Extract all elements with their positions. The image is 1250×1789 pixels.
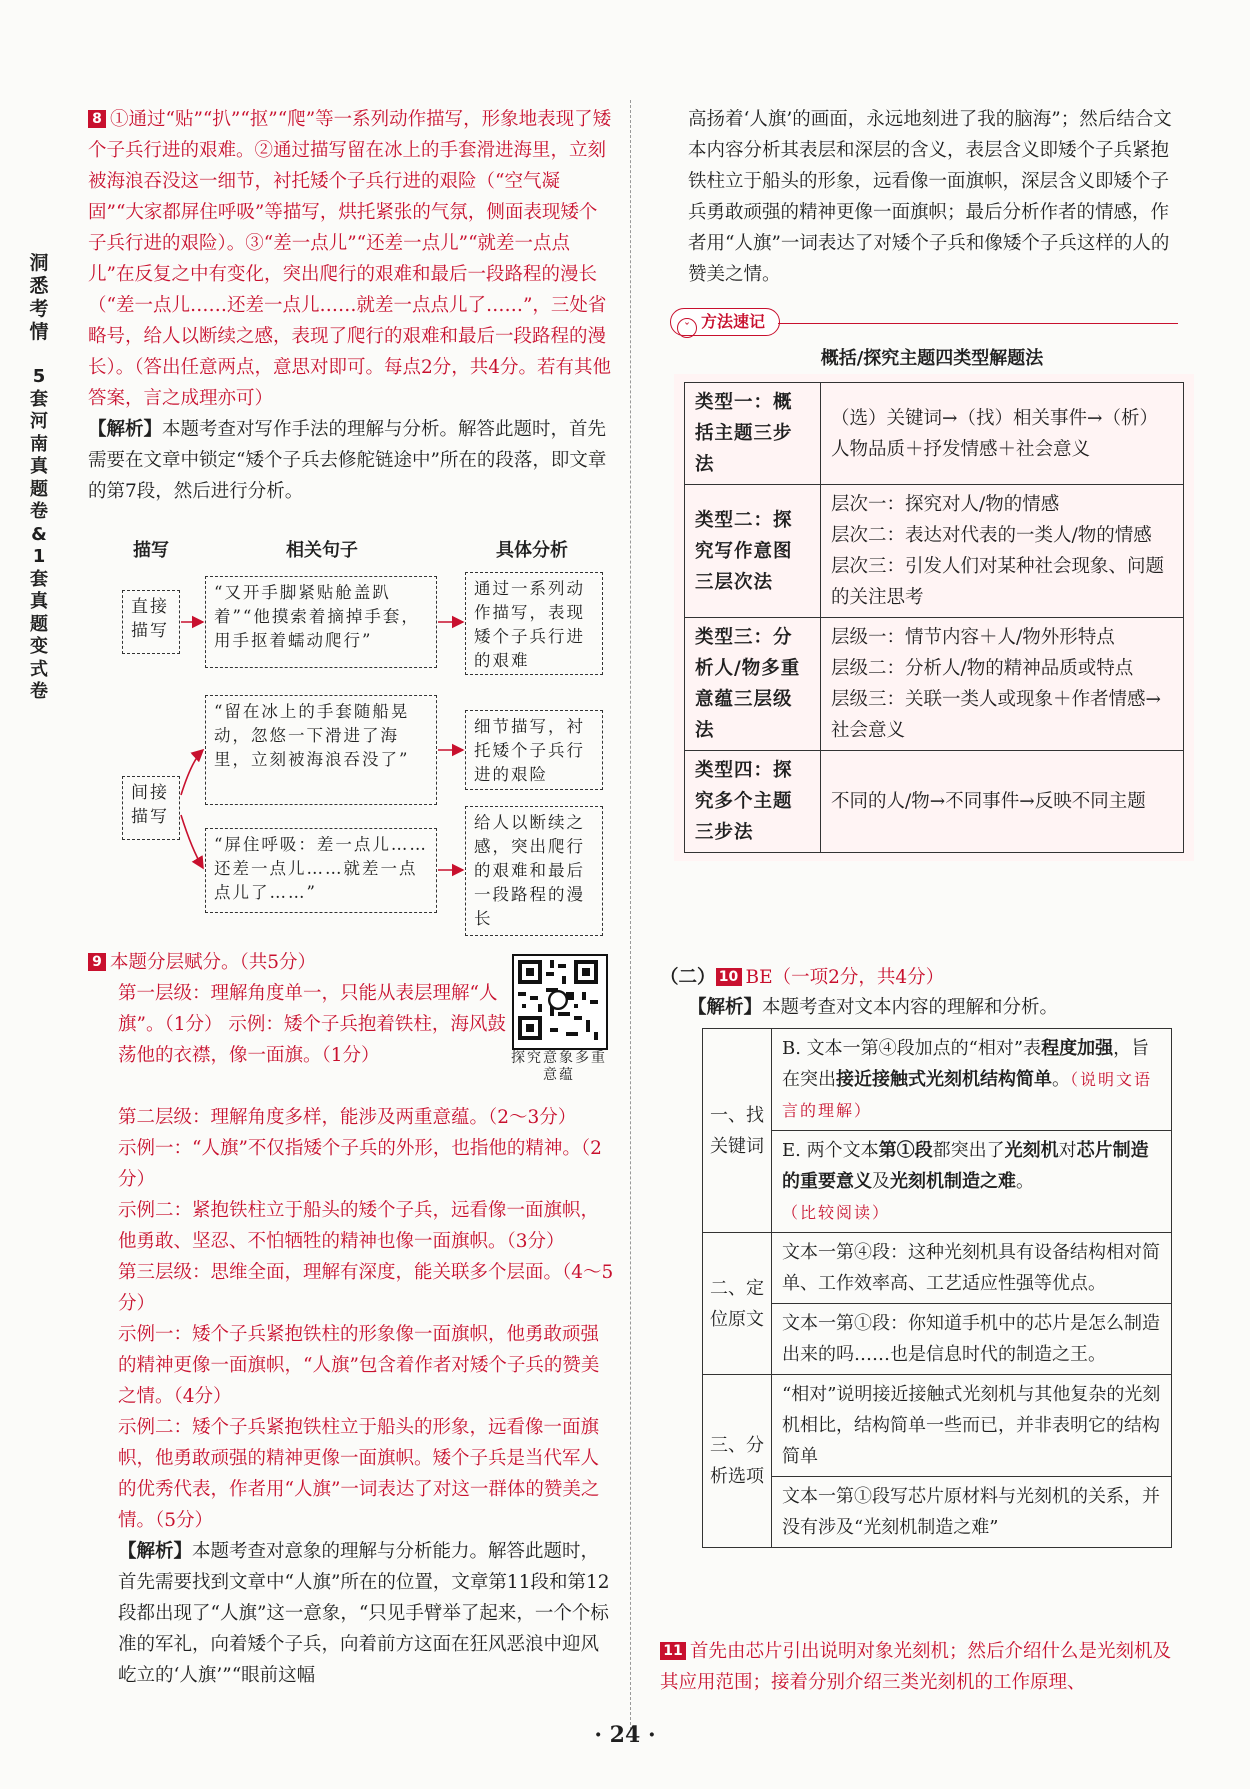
diagram-col3-header: 具体分析 [496,540,568,561]
q10-step2-label: 二、定位原文 [703,1233,772,1375]
sidebar-brand: 洞悉考情 [29,252,49,343]
option-e-mid1: 都突出了 [932,1140,1005,1161]
sentence-box-2: “留在冰上的手套随船晃动，忽悠一下滑进了海里，立刻被海浪吞没了” [205,695,437,805]
qr-pattern [514,956,602,1044]
q10-analysis [688,992,1188,1023]
option-e-mid3: 及 [872,1171,890,1192]
q9-analysis [118,1536,616,1691]
q10-locate-1: 文本一第④段：这种光刻机具有设备结构相对简单、工作效率高、工艺适应性强等优点。 [772,1233,1172,1304]
diagram-arrows [0,0,640,960]
option-e-end: 。 [1016,1171,1034,1192]
q10-analysis-text: 本题考查对文本内容的理解和分析。 [762,997,1059,1018]
q10-step3-label: 三、分析选项 [703,1375,772,1548]
q9-example2b-text: 示例二：紧抱铁柱立于船头的矮个子兵，远看像一面旗帜，他勇敢、坚忍、不怕牺牲的精神也像一面旗帜。（3分） [118,1200,600,1252]
q9-levels [118,1102,616,1691]
q10-table [702,1028,1172,1548]
q10-option-e [772,1131,1172,1233]
analysis-box-2: 细节描写，衬托矮个子兵行进的艰险 [465,710,603,790]
analysis-box-1: 通过一系列动作描写，表现矮个子兵行进的艰难 [465,572,603,675]
q10-step1-label: 一、找关键词 [703,1029,772,1233]
q9-level3-text: 第三层级：思维全面，理解有深度，能关联多个层面。（4～5分） [118,1262,614,1314]
option-e-bold3: 芯片制造的重要意义 [782,1140,1149,1192]
method-type-content: 层级一：情节内容＋人/物外形特点 层级二：分析人/物的精神品质或特点 层级三：关联一类人或现象＋作者情感→社会意义 [821,618,1184,751]
method-row [685,485,1184,618]
q11-number: 11 [660,1642,686,1660]
method-face-icon: ˇ [677,318,697,338]
q9-analysis-text: 本题考查对意象的理解与分析能力。解答此题时，首先需要找到文章中“人旗”所在的位置，文章第11段和第12段都出现了“人旗”这一意象，“只见手臂举了起来，一个个标准的军礼，向着矮个子兵，向着前方这面在狂风恶浪中迎风屹立的‘人旗’”“眼前这幅 [118,1541,610,1686]
method-type-label: 类型一：概括主题三步法 [685,383,821,485]
option-e-pre: E. 两个文本 [782,1140,879,1161]
q10-analysis-label: 【解析】 [688,997,763,1018]
direct-description-box: 直接描写 [122,590,180,654]
method-tag-rule [778,323,1178,324]
method-type-content: （选）关键词→（找）相关事件→（析）人物品质＋抒发情感＋社会意义 [821,383,1184,485]
option-b-mid: ，旨在突出 [782,1038,1150,1090]
q9-intro-text: 本题分层赋分。（共5分） [110,952,317,973]
q10-analyze-1: “相对”说明接近接触式光刻机与其他复杂的光刻机相比，结构简单一些而已，并非表明它的结构简单 [772,1375,1172,1477]
part2-heading: （二） [660,967,716,988]
method-row [685,751,1184,853]
q9-example2a-text: 示例一：“人旗”不仅指矮个子兵的外形，也指他的精神。（2分） [118,1138,602,1190]
method-table [684,382,1184,853]
method-tag [670,308,780,336]
arrow-indirect-to-sentence3 [181,815,203,868]
analysis-box-3: 给人以断续之感，突出爬行的艰难和最后一段路程的漫长 [465,806,603,936]
option-e-bold1: 第①段 [878,1140,933,1161]
sentence-box-3: “屏住呼吸：差一点儿……还差一点儿……就差一点点儿了……” [205,828,437,913]
option-b-note: （说明文语言的理解） [782,1070,1153,1120]
q10-analyze-2: 文本一第①段写芯片原材料与光刻机的关系，并没有涉及“光刻机制造之难” [772,1477,1172,1548]
method-type-content: 不同的人/物→不同事件→反映不同主题 [821,751,1184,853]
qr-code[interactable] [512,954,608,1050]
diagram-col2-header: 相关句子 [286,540,358,561]
method-type-label: 类型二：探究写作意图三层次法 [685,485,821,618]
option-b-bold2: 接近接触式光刻机结构简单 [836,1069,1052,1090]
q9-level2-text: 第二层级：理解角度多样，能涉及两重意蕴。（2～3分） [118,1107,577,1128]
q9-level1 [118,978,508,1071]
method-type-content: 层次一：探究对人/物的情感 层次二：表达对代表的一类人/物的情感 层次三：引发人们对某种社会现象、问题的关注思考 [821,485,1184,618]
qr-caption: 探究意象多重意蕴 [511,1050,607,1083]
q10-answer-text: BE（一项2分，共4分） [745,967,945,988]
method-type-label: 类型四：探究多个主题三步法 [685,751,821,853]
page-number: · 24 · [594,1722,656,1748]
q8-analysis-label: 【解析】 [88,419,163,440]
option-b-end: 。 [1052,1069,1070,1090]
method-row [685,618,1184,751]
option-b-bold1: 程度加强 [1041,1038,1114,1059]
q9-analysis-label: 【解析】 [118,1541,193,1562]
q10-number: 10 [716,968,742,986]
option-e-bold2: 光刻机 [1004,1140,1059,1161]
q10-locate-2: 文本一第①段：你知道手机中的芯片是怎么制造出来的吗……也是信息时代的制造之王。 [772,1304,1172,1375]
option-b-pre: B. 文本一第④段加点的“相对”表 [782,1038,1042,1059]
sidebar-series: 5套河南真题卷&1套真题变式卷 [30,366,48,702]
method-tag-label: 方法速记 [701,312,766,331]
q9-example1-text: 示例：矮个子兵抱着铁柱，海风鼓荡他的衣襟，像一面旗。（1分） [118,1014,506,1066]
method-row [685,383,1184,485]
diagram-col1-header: 描写 [133,540,169,561]
sentence-box-1: “又开手脚紧贴舱盖趴着”“他摸索着摘掉手套，用手抠着蠕动爬行” [205,576,437,668]
q9-example3a-text: 示例一：矮个子兵紧抱铁柱的形象像一面旗帜，他勇敢顽强的精神更像一面旗帜，“人旗”包含着作者对矮个子兵的赞美之情。（4分） [118,1324,600,1407]
method-panel [674,374,1194,861]
q9-analysis-continued: 高扬着‘人旗’的画面，永远地刻进了我的脑海”；然后结合文本内容分析其表层和深层的含义，表层含义即矮个子兵紧抱铁柱立于船头的形象，远看像一面旗帜，深层含义即矮个子兵勇敢顽强的精神更像一面旗帜；最后分析作者的情感，作者用“人旗”一词表达了对矮个子兵和像矮个子兵这样的人的赞美之情。 [688,109,1172,285]
method-type-label: 类型三：分析人/物多重意蕴三层级法 [685,618,821,751]
indirect-description-box: 间接描写 [122,776,180,840]
q8-number: 8 [88,110,106,128]
q8-answer-text: ①通过“贴”“扒”“抠”“爬”等一系列动作描写，形象地表现了矮个子兵行进的艰难。②通过描写留在冰上的手套滑进海里，立刻被海浪吞没这一细节，衬托矮个子兵行进的艰险（“空气凝固”“大家都屏住呼吸”等描写，烘托紧张的气氛，侧面表现矮个子兵行进的艰险）。③“差一点儿”“还差一点儿”“就差一点点儿”在反复之中有变化，突出爬行的艰难和最后一段路程的漫长（“差一点儿……还差一点儿……就差一点点儿了……”，三处省略号，给人以断续之感，表现了爬行的艰难和最后一段路程的漫长）。（答出任意两点，意思对即可。每点2分，共4分。若有其他答案，言之成理亦可） [88,109,612,409]
option-e-bold4: 光刻机制造之难 [890,1171,1016,1192]
q9-level1-text: 第一层级：理解角度单一，只能从表层理解“人旗”。（1分） [118,983,498,1035]
q11-answer-text: 首先由芯片引出说明对象光刻机；然后介绍什么是光刻机及其应用范围；接着分别介绍三类光刻机的工作原理、 [660,1641,1172,1693]
q11-answer [660,1636,1180,1698]
q8-analysis-text: 本题考查对写作手法的理解与分析。解答此题时，首先需要在文章中锁定“矮个子兵去修舵链途中”所在的段落，即文章的第7段，然后进行分析。 [88,419,607,502]
q9-number: 9 [88,953,106,971]
method-title: 概括/探究主题四类型解题法 [820,348,1044,369]
option-e-note: （比较阅读） [782,1203,891,1222]
q9-example3b-text: 示例二：矮个子兵紧抱铁柱立于船头的形象，远看像一面旗帜，他勇敢顽强的精神更像一面旗帜。矮个子兵是当代军人的优秀代表，作者用“人旗”一词表达了对这一群体的赞美之情。（5分） [118,1417,600,1531]
q10-option-b [772,1029,1172,1131]
option-e-mid2: 对 [1058,1140,1077,1161]
q10-answer [660,962,1180,993]
arrow-indirect-to-sentence2 [181,750,203,795]
